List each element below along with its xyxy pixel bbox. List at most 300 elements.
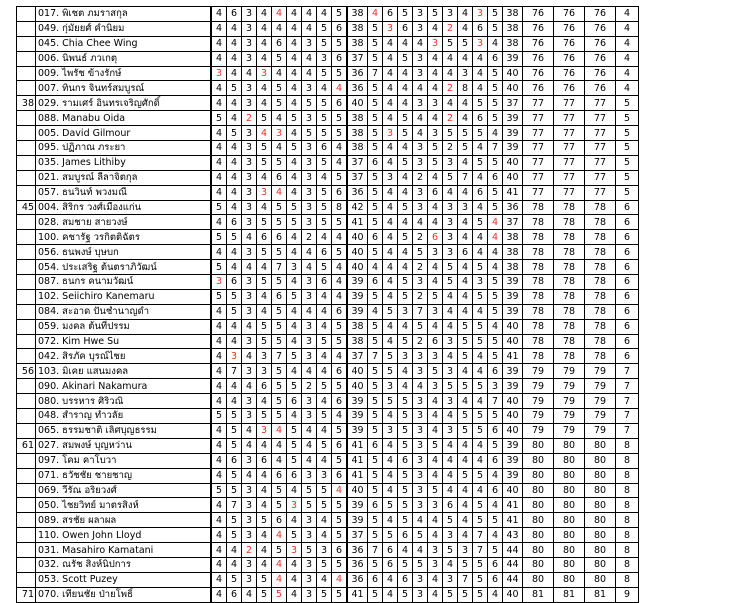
over-par-cell: 9 (616, 587, 639, 602)
hole-score-cell: 3 (413, 468, 428, 483)
hole-score-cell: 3 (443, 215, 458, 230)
hole-score-cell: 4 (383, 289, 398, 304)
over-par-cell: 5 (616, 111, 639, 126)
hole-score-cell: 4 (287, 483, 302, 498)
player-name-cell: 031. Masahiro Kamatani (36, 543, 212, 558)
hole-score-cell: 3 (473, 36, 488, 51)
player-name-cell: 028. สมชาย สายวงษ์ (36, 215, 212, 230)
hole-score-cell: 4 (317, 394, 332, 409)
rank-cell (17, 81, 36, 96)
hole-score-cell: 3 (302, 557, 317, 572)
player-name-cell: 049. กุ่มัยยศ์ คำนิยม (36, 21, 212, 36)
in-total-cell: 36 (503, 200, 523, 215)
hole-score-cell: 4 (317, 349, 332, 364)
hole-score-cell: 4 (443, 66, 458, 81)
hole-score-cell: 2 (443, 141, 458, 156)
hole-score-cell: 4 (473, 364, 488, 379)
hole-score-cell: 4 (242, 438, 257, 453)
hole-score-cell: 5 (332, 170, 348, 185)
over-par-cell: 6 (616, 334, 639, 349)
hole-score-cell: 4 (398, 379, 413, 394)
hole-score-cell: 4 (428, 468, 443, 483)
hole-score-cell: 5 (368, 126, 383, 141)
in-total-cell: 39 (503, 304, 523, 319)
hole-score-cell: 4 (317, 7, 332, 22)
hole-score-cell: 3 (242, 36, 257, 51)
round1-total-cell: 76 (523, 51, 554, 66)
hole-score-cell: 4 (368, 7, 383, 22)
round1-total-cell: 79 (523, 409, 554, 424)
hole-score-cell: 5 (317, 36, 332, 51)
hole-score-cell: 5 (398, 438, 413, 453)
out-total-cell: 39 (347, 513, 368, 528)
hole-score-cell: 4 (398, 66, 413, 81)
hole-score-cell: 2 (413, 289, 428, 304)
hole-score-cell: 4 (257, 260, 272, 275)
hole-score-cell: 4 (473, 66, 488, 81)
hole-score-cell: 5 (227, 423, 242, 438)
hole-score-cell: 5 (317, 215, 332, 230)
round2-total-cell: 79 (554, 423, 585, 438)
hole-score-cell: 6 (368, 275, 383, 290)
in-total-cell: 40 (503, 483, 523, 498)
hole-score-cell: 7 (473, 528, 488, 543)
rank-cell (17, 245, 36, 260)
hole-score-cell: 5 (383, 349, 398, 364)
out-total-cell: 40 (347, 483, 368, 498)
hole-score-cell: 5 (257, 409, 272, 424)
hole-score-cell: 4 (287, 364, 302, 379)
hole-score-cell: 5 (302, 498, 317, 513)
hole-score-cell: 4 (473, 438, 488, 453)
hole-score-cell: 4 (383, 245, 398, 260)
gross-total-cell: 80 (585, 498, 616, 513)
hole-score-cell: 5 (398, 483, 413, 498)
hole-score-cell: 5 (272, 200, 287, 215)
gross-total-cell: 78 (585, 215, 616, 230)
hole-score-cell: 5 (398, 51, 413, 66)
hole-score-cell: 5 (458, 409, 473, 424)
table-row (17, 557, 639, 572)
hole-score-cell: 3 (428, 349, 443, 364)
hole-score-cell: 5 (488, 81, 503, 96)
hole-score-cell: 4 (428, 275, 443, 290)
hole-score-cell: 6 (257, 379, 272, 394)
hole-score-cell: 5 (443, 543, 458, 558)
rank-cell (17, 126, 36, 141)
table-row (17, 483, 639, 498)
hole-score-cell: 5 (458, 587, 473, 602)
out-total-cell: 36 (347, 185, 368, 200)
hole-score-cell: 4 (211, 349, 227, 364)
round2-total-cell: 78 (554, 289, 585, 304)
out-total-cell: 38 (347, 126, 368, 141)
hole-score-cell: 5 (332, 423, 348, 438)
table-row (17, 409, 639, 424)
hole-score-cell: 4 (211, 394, 227, 409)
hole-score-cell: 3 (458, 200, 473, 215)
hole-score-cell: 4 (458, 513, 473, 528)
hole-score-cell: 4 (287, 36, 302, 51)
hole-score-cell: 4 (383, 96, 398, 111)
table-row (17, 51, 639, 66)
hole-score-cell: 6 (428, 185, 443, 200)
round1-total-cell: 80 (523, 453, 554, 468)
hole-score-cell: 8 (332, 200, 348, 215)
round2-total-cell: 79 (554, 379, 585, 394)
table-row (17, 319, 639, 334)
rank-cell (17, 557, 36, 572)
hole-score-cell: 4 (257, 304, 272, 319)
hole-score-cell: 4 (458, 275, 473, 290)
hole-score-cell: 4 (227, 543, 242, 558)
in-total-cell: 40 (503, 394, 523, 409)
player-name-cell: 045. Chia Chee Wing (36, 36, 212, 51)
hole-score-cell: 5 (317, 21, 332, 36)
hole-score-cell: 4 (227, 319, 242, 334)
player-name-cell: 072. Kim Hwe Su (36, 334, 212, 349)
hole-score-cell: 4 (317, 230, 332, 245)
round1-total-cell: 77 (523, 111, 554, 126)
hole-score-cell: 3 (413, 394, 428, 409)
round2-total-cell: 80 (554, 453, 585, 468)
hole-score-cell: 3 (488, 379, 503, 394)
hole-score-cell: 3 (302, 170, 317, 185)
hole-score-cell: 4 (272, 21, 287, 36)
round2-total-cell: 78 (554, 245, 585, 260)
hole-score-cell: 4 (227, 96, 242, 111)
rank-cell (17, 7, 36, 22)
hole-score-cell: 4 (317, 513, 332, 528)
hole-score-cell: 4 (473, 200, 488, 215)
hole-score-cell: 6 (383, 7, 398, 22)
hole-score-cell: 4 (428, 423, 443, 438)
hole-score-cell: 3 (257, 364, 272, 379)
hole-score-cell: 5 (211, 483, 227, 498)
hole-score-cell: 5 (317, 334, 332, 349)
hole-score-cell: 3 (458, 66, 473, 81)
hole-score-cell: 3 (242, 185, 257, 200)
hole-score-cell: 5 (368, 557, 383, 572)
round1-total-cell: 78 (523, 304, 554, 319)
round1-total-cell: 78 (523, 289, 554, 304)
hole-score-cell: 6 (368, 572, 383, 587)
hole-score-cell: 4 (227, 394, 242, 409)
rank-cell (17, 66, 36, 81)
hole-score-cell: 4 (473, 453, 488, 468)
hole-score-cell: 3 (302, 36, 317, 51)
hole-score-cell: 5 (398, 111, 413, 126)
hole-score-cell: 4 (227, 36, 242, 51)
table-row (17, 275, 639, 290)
hole-score-cell: 5 (488, 185, 503, 200)
hole-score-cell: 4 (272, 453, 287, 468)
hole-score-cell: 3 (302, 409, 317, 424)
hole-score-cell: 6 (332, 364, 348, 379)
hole-score-cell: 5 (458, 379, 473, 394)
player-name-cell: 035. James Lithiby (36, 155, 212, 170)
in-total-cell: 44 (503, 572, 523, 587)
out-total-cell: 40 (347, 260, 368, 275)
out-total-cell: 40 (347, 379, 368, 394)
hole-score-cell: 4 (398, 543, 413, 558)
hole-score-cell: 5 (332, 498, 348, 513)
in-total-cell: 38 (503, 7, 523, 22)
out-total-cell: 36 (347, 66, 368, 81)
hole-score-cell: 5 (488, 304, 503, 319)
rank-cell (17, 319, 36, 334)
hole-score-cell: 5 (398, 468, 413, 483)
hole-score-cell: 4 (383, 36, 398, 51)
round2-total-cell: 76 (554, 66, 585, 81)
hole-score-cell: 5 (488, 21, 503, 36)
rank-cell (17, 349, 36, 364)
round2-total-cell: 77 (554, 141, 585, 156)
hole-score-cell: 5 (368, 483, 383, 498)
gross-total-cell: 80 (585, 453, 616, 468)
hole-score-cell: 4 (428, 215, 443, 230)
hole-score-cell: 4 (272, 438, 287, 453)
player-name-cell: 032. ณรัช สิงห์นิปการ (36, 557, 212, 572)
rank-cell: 56 (17, 364, 36, 379)
rank-cell (17, 170, 36, 185)
round1-total-cell: 78 (523, 215, 554, 230)
hole-score-cell: 3 (257, 185, 272, 200)
over-par-cell: 5 (616, 141, 639, 156)
hole-score-cell: 4 (428, 319, 443, 334)
hole-score-cell: 5 (227, 126, 242, 141)
table-row (17, 453, 639, 468)
hole-score-cell: 4 (428, 513, 443, 528)
gross-total-cell: 76 (585, 66, 616, 81)
hole-score-cell: 5 (398, 155, 413, 170)
hole-score-cell: 5 (287, 200, 302, 215)
hole-score-cell: 3 (413, 7, 428, 22)
hole-score-cell: 5 (317, 498, 332, 513)
in-total-cell: 39 (503, 126, 523, 141)
hole-score-cell: 6 (488, 483, 503, 498)
hole-score-cell: 3 (383, 423, 398, 438)
hole-score-cell: 3 (428, 304, 443, 319)
hole-score-cell: 3 (428, 498, 443, 513)
out-total-cell: 40 (347, 245, 368, 260)
hole-score-cell: 4 (473, 245, 488, 260)
hole-score-cell: 4 (211, 155, 227, 170)
hole-score-cell: 3 (242, 155, 257, 170)
round1-total-cell: 79 (523, 379, 554, 394)
hole-score-cell: 4 (473, 394, 488, 409)
hole-score-cell: 5 (443, 170, 458, 185)
gross-total-cell: 78 (585, 200, 616, 215)
hole-score-cell: 4 (473, 349, 488, 364)
hole-score-cell: 4 (413, 543, 428, 558)
hole-score-cell: 4 (332, 483, 348, 498)
hole-score-cell: 5 (317, 200, 332, 215)
round1-total-cell: 77 (523, 170, 554, 185)
hole-score-cell: 5 (287, 141, 302, 156)
hole-score-cell: 3 (257, 66, 272, 81)
hole-score-cell: 4 (227, 66, 242, 81)
hole-score-cell: 4 (257, 528, 272, 543)
hole-score-cell: 5 (398, 230, 413, 245)
hole-score-cell: 5 (272, 81, 287, 96)
round2-total-cell: 78 (554, 319, 585, 334)
hole-score-cell: 4 (458, 304, 473, 319)
over-par-cell: 6 (616, 230, 639, 245)
hole-score-cell: 4 (287, 51, 302, 66)
hole-score-cell: 4 (211, 587, 227, 602)
gross-total-cell: 76 (585, 7, 616, 22)
hole-score-cell: 4 (287, 513, 302, 528)
hole-score-cell: 4 (398, 81, 413, 96)
table-row (17, 498, 639, 513)
out-total-cell: 37 (347, 51, 368, 66)
hole-score-cell: 3 (272, 126, 287, 141)
rank-cell (17, 215, 36, 230)
round1-total-cell: 76 (523, 7, 554, 22)
over-par-cell: 8 (616, 513, 639, 528)
over-par-cell: 7 (616, 409, 639, 424)
hole-score-cell: 4 (211, 319, 227, 334)
hole-score-cell: 6 (332, 96, 348, 111)
hole-score-cell: 5 (332, 215, 348, 230)
player-name-cell: 050. ไชยวิทย์ มาตรสิงห์ (36, 498, 212, 513)
hole-score-cell: 3 (302, 275, 317, 290)
hole-score-cell: 2 (443, 81, 458, 96)
hole-score-cell: 5 (428, 438, 443, 453)
hole-score-cell: 4 (227, 245, 242, 260)
table-row (17, 245, 639, 260)
hole-score-cell: 4 (257, 21, 272, 36)
hole-score-cell: 3 (302, 289, 317, 304)
rank-cell (17, 289, 36, 304)
hole-score-cell: 5 (383, 394, 398, 409)
hole-score-cell: 6 (272, 36, 287, 51)
hole-score-cell: 4 (458, 230, 473, 245)
hole-score-cell: 3 (302, 215, 317, 230)
round1-total-cell: 78 (523, 230, 554, 245)
in-total-cell: 41 (503, 498, 523, 513)
hole-score-cell: 4 (227, 141, 242, 156)
hole-score-cell: 4 (211, 528, 227, 543)
player-name-cell: 021. สมบูรณ์ ลีลาจิตกุล (36, 170, 212, 185)
hole-score-cell: 5 (368, 215, 383, 230)
hole-score-cell: 4 (383, 141, 398, 156)
hole-score-cell: 4 (458, 364, 473, 379)
hole-score-cell: 5 (398, 587, 413, 602)
hole-score-cell: 4 (302, 453, 317, 468)
out-total-cell: 42 (347, 200, 368, 215)
hole-score-cell: 5 (488, 409, 503, 424)
hole-score-cell: 5 (488, 96, 503, 111)
over-par-cell: 7 (616, 423, 639, 438)
hole-score-cell: 4 (383, 409, 398, 424)
hole-score-cell: 4 (227, 334, 242, 349)
gross-total-cell: 76 (585, 81, 616, 96)
rank-cell (17, 230, 36, 245)
table-row (17, 185, 639, 200)
hole-score-cell: 4 (368, 260, 383, 275)
table-row (17, 111, 639, 126)
hole-score-cell: 4 (211, 126, 227, 141)
gross-total-cell: 80 (585, 572, 616, 587)
hole-score-cell: 4 (257, 81, 272, 96)
hole-score-cell: 4 (398, 170, 413, 185)
hole-score-cell: 4 (473, 51, 488, 66)
in-total-cell: 39 (503, 379, 523, 394)
out-total-cell: 37 (347, 170, 368, 185)
table-row (17, 304, 639, 319)
hole-score-cell: 5 (398, 498, 413, 513)
gross-total-cell: 79 (585, 394, 616, 409)
in-total-cell: 39 (503, 275, 523, 290)
hole-score-cell: 3 (317, 468, 332, 483)
table-row (17, 364, 639, 379)
hole-score-cell: 4 (287, 334, 302, 349)
hole-score-cell: 6 (488, 453, 503, 468)
out-total-cell: 39 (347, 275, 368, 290)
hole-score-cell: 5 (398, 7, 413, 22)
player-name-cell: 069. วีรัณ อริยวงศ์ (36, 483, 212, 498)
hole-score-cell: 3 (383, 170, 398, 185)
hole-score-cell: 4 (211, 185, 227, 200)
round1-total-cell: 80 (523, 543, 554, 558)
hole-score-cell: 5 (428, 483, 443, 498)
hole-score-cell: 5 (257, 334, 272, 349)
hole-score-cell: 5 (332, 36, 348, 51)
hole-score-cell: 4 (428, 394, 443, 409)
hole-score-cell: 4 (413, 81, 428, 96)
round2-total-cell: 80 (554, 483, 585, 498)
hole-score-cell: 5 (443, 260, 458, 275)
hole-score-cell: 5 (302, 483, 317, 498)
hole-score-cell: 4 (458, 528, 473, 543)
in-total-cell: 37 (503, 96, 523, 111)
round1-total-cell: 79 (523, 423, 554, 438)
hole-score-cell: 5 (272, 304, 287, 319)
hole-score-cell: 4 (443, 185, 458, 200)
hole-score-cell: 4 (413, 379, 428, 394)
hole-score-cell: 3 (473, 7, 488, 22)
hole-score-cell: 4 (227, 111, 242, 126)
hole-score-cell: 4 (287, 230, 302, 245)
hole-score-cell: 2 (242, 111, 257, 126)
hole-score-cell: 5 (398, 513, 413, 528)
hole-score-cell: 4 (242, 423, 257, 438)
hole-score-cell: 4 (257, 36, 272, 51)
hole-score-cell: 4 (368, 304, 383, 319)
hole-score-cell: 5 (317, 111, 332, 126)
hole-score-cell: 4 (398, 215, 413, 230)
table-row (17, 141, 639, 156)
hole-score-cell: 4 (458, 438, 473, 453)
hole-score-cell: 5 (287, 289, 302, 304)
hole-score-cell: 4 (272, 185, 287, 200)
hole-score-cell: 5 (368, 200, 383, 215)
hole-score-cell: 4 (317, 81, 332, 96)
player-name-cell: 006. นิพนธ์ ภวเกตุ (36, 51, 212, 66)
hole-score-cell: 5 (368, 111, 383, 126)
hole-score-cell: 6 (272, 230, 287, 245)
round1-total-cell: 76 (523, 81, 554, 96)
rank-cell (17, 304, 36, 319)
hole-score-cell: 4 (317, 304, 332, 319)
hole-score-cell: 5 (227, 513, 242, 528)
out-total-cell: 41 (347, 453, 368, 468)
round1-total-cell: 81 (523, 587, 554, 602)
hole-score-cell: 4 (211, 513, 227, 528)
hole-score-cell: 4 (287, 155, 302, 170)
